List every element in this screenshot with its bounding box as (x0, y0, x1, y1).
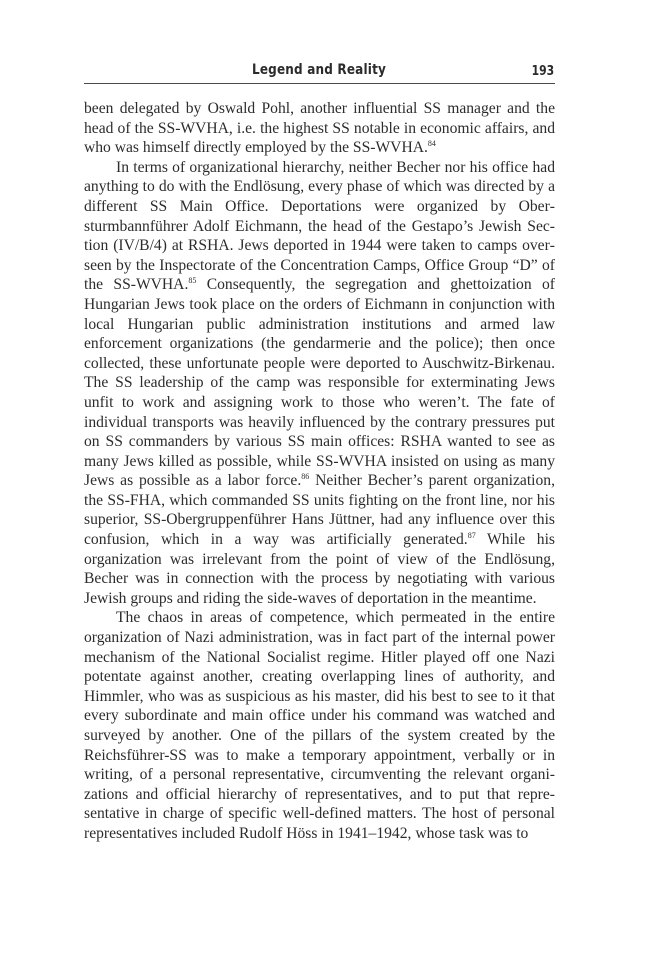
running-title: Legend and Reality (251, 62, 387, 78)
paragraph-text: While his organization was irrelevant from the point of view of the Endlösung, Becher was in connection with the process by negotiating with various Jewish groups and riding the side-waves of deportation in the meantime. (84, 531, 555, 607)
paragraph (84, 608, 555, 843)
paragraph-text: In terms of organizational hierarchy, neither Becher nor his office had anything to do with the Endlösung, every phase of which was directed by a different SS Main Office. Deportations were organized by Obersturmbannführer Adolf Eichmann, the head of the Gestapo’s Jewish Section (IV/B/4) at RSHA. Jews deported in 1944 were taken to camps overseen by the Inspectorate of the Concentration Camps, Office Group “D” of the SS-WVHA. (84, 158, 555, 294)
paragraph-text: Consequently, the segregation and ghettoization of Hungarian Jews took place on the orders of Eichmann in conjunction with local Hungarian public administration institutions and armed law enforcement organizations (the gendarmerie and the police); then once collected, these unfortunate people were deported to Auschwitz-Birkenau. The SS leadership of the camp was responsible for exterminating Jews unfit to work and assigning work to those who weren’t. The fate of individual transports was heavily influenced by the contrary pressures put on SS commanders by various SS main offices: RSHA wanted to see as many Jews killed as possible, while SS-WVHA insisted on using as many Jews as possible as a labor force. (84, 276, 555, 490)
paragraph-text: Neither Becher’s parent organization, the SS-FHA, which commanded SS units fighting on the front line, nor his superior, SS-Obergruppenführer Hans Jüttner, had any influence over this confusion, which in a way was artificially generated. (84, 472, 555, 549)
header-rule (84, 83, 555, 84)
footnote-ref: 85 (188, 276, 197, 286)
paragraph (84, 99, 555, 158)
footnote-ref: 86 (301, 472, 310, 482)
footnote-ref: 87 (467, 531, 476, 541)
paragraph-text: The chaos in areas of competence, which permeated in the entire organization of Nazi administration, was in fact part of the internal power mechanism of the National Socialist regime. Hitler played off one Nazi potentate against another, creating overlapping lines of authority, and Himmler, who was as suspicious as his master, did his best to see to it that every subordinate and main office under his command was watched and surveyed by another. One of the pillars of the system created by the Reichsführer-SS was to make a temporary appointment, verbally or in writing, of a personal representative, circumventing the relevant organizations and official hierarchy of representatives, and to put that representative in charge of specific well-defined matters. The host of personal representatives included Rudolf Höss in 1941–1942, whose task was to (84, 609, 555, 842)
body-text (84, 99, 555, 844)
footnote-ref: 84 (427, 139, 436, 149)
page-number: 193 (531, 63, 554, 79)
paragraph-text: been delegated by Oswald Pohl, another influential SS manager and the head of the SS-WVHA, i.e. the highest SS notable in economic affairs, and who was himself directly employed by the SS-WVHA. (84, 100, 555, 157)
paragraph (84, 158, 555, 609)
